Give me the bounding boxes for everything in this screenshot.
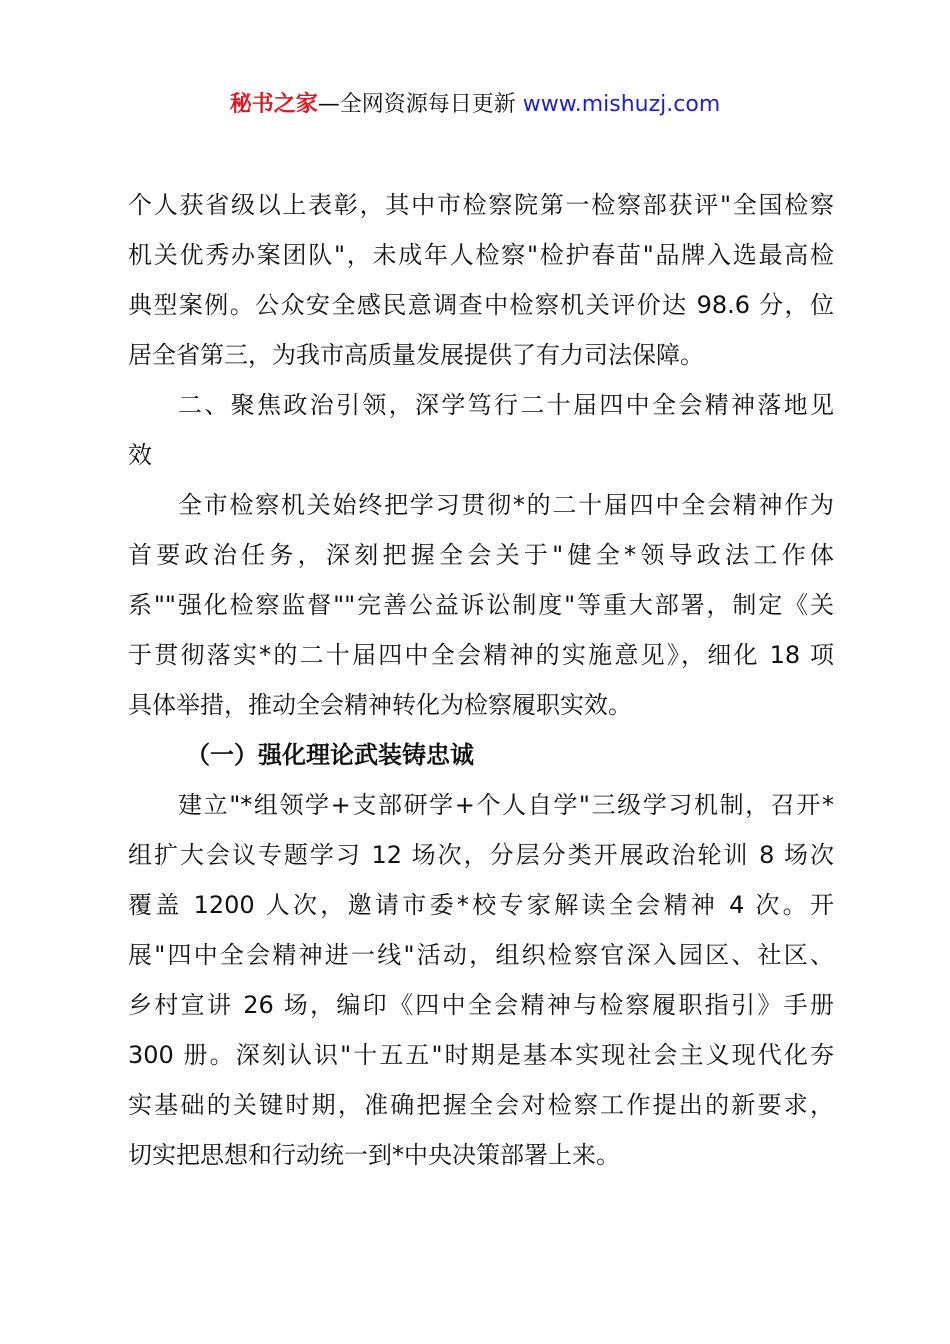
section-heading-continued: 效 [128,441,152,469]
body-line: 展"四中全会精神进一线"活动，组织检察官深入园区、社区、 [128,941,834,969]
body-line: 于贯彻落实*的二十届四中全会精神的实施意见》，细化 18 项 [128,641,834,669]
section-heading: 二、聚焦政治引领，深学笃行二十届四中全会精神落地见 [178,391,834,419]
site-brand: 秘书之家 [229,92,318,117]
document-body [128,180,834,1180]
body-line: 首要政治任务，深刻把握全会关于"健全*领导政法工作体 [128,541,834,569]
body-line: 个人获省级以上表彰，其中市检察院第一检察部获评"全国检察 [128,191,834,219]
body-line: 覆盖 1200 人次，邀请市委*校专家解读全会精神 4 次。开 [128,891,834,919]
body-line: 具体举措，推动全会精神转化为检察履职实效。 [128,691,632,719]
subsection-heading: （一）强化理论武装铸忠诚 [186,741,474,769]
body-line: 机关优秀办案团队"，未成年人检察"检护春苗"品牌入选最高检 [128,241,834,269]
body-line: 乡村宣讲 26 场，编印《四中全会精神与检察履职指引》手册 [128,991,834,1019]
body-line: 实基础的关键时期，准确把握全会对检察工作提出的新要求， [128,1091,834,1119]
site-url-link[interactable]: www.mishuzj.com [522,92,721,117]
body-line: 建立"*组领学+支部研学+个人自学"三级学习机制，召开* [178,791,834,819]
body-line: 300 册。深刻认识"十五五"时期是基本实现社会主义现代化夯 [128,1041,834,1069]
site-slogan: —全网资源每日更新 [317,92,516,117]
body-line: 切实把思想和行动统一到*中央决策部署上来。 [128,1141,620,1169]
body-line: 居全省第三，为我市高质量发展提供了有力司法保障。 [128,341,704,369]
body-line: 系""强化检察监督""完善公益诉讼制度"等重大部署，制定《关 [128,591,834,619]
site-header [0,88,950,122]
body-line: 全市检察机关始终把学习贯彻*的二十届四中全会精神作为 [178,491,834,519]
body-line: 组扩大会议专题学习 12 场次，分层分类开展政治轮训 8 场次 [128,841,834,869]
body-line: 典型案例。公众安全感民意调查中检察机关评价达 98.6 分，位 [128,291,834,319]
